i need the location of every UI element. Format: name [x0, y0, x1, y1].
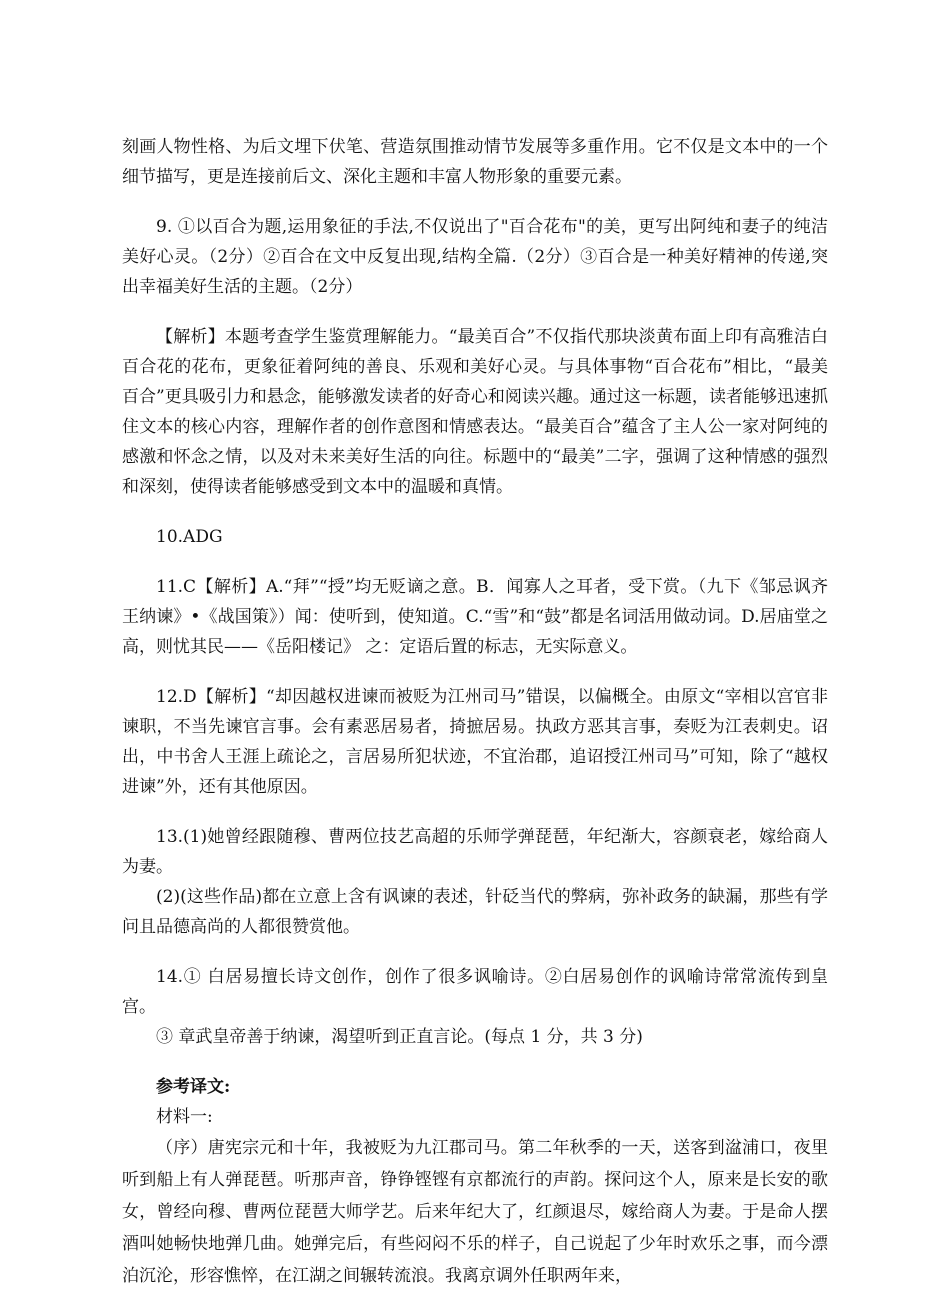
answer-14: [122, 962, 828, 1052]
document-page: [122, 132, 828, 1292]
answer-11: 11.C【解析】A.“拜”“授”均无贬谪之意。B．闻寡人之耳者，受下赏。（九下《邹忌讽齐王纳谏》•《战国策》）闻：使听到，使知道。C.“雪”和“鼓”都是名词活用做动词。D.居庙堂之高，则忧其民——《岳阳楼记》 之：定语后置的标志，无实际意义。: [122, 577, 828, 657]
answer-13-part-2: (2)(这些作品)都在立意上含有讽谏的表述，针砭当代的弊病，弥补政务的缺漏，那些有学问且品德高尚的人都很赞赏他。: [122, 887, 828, 937]
paragraph-continued: 刻画人物性格、为后文埋下伏笔、营造氛围推动情节发展等多重作用。它不仅是文本中的一个细节描写，更是连接前后文、深化主题和丰富人物形象的重要元素。: [122, 137, 828, 187]
answer-13: [122, 822, 828, 942]
material-one-translation: （序）唐宪宗元和十年，我被贬为九江郡司马。第二年秋季的一天，送客到湓浦口，夜里听到船上有人弹琵琶。听那声音，铮铮铿铿有京都流行的声韵。探问这个人，原来是长安的歌女，曾经向穆、曹两位琵琶大师学艺。后来年纪大了，红颜退尽，嫁给商人为妻。于是命人摆酒叫她畅快地弹几曲。她弹完后，有些闷闷不乐的样子，自己说起了少年时欢乐之事，而今漂泊沉沦，形容憔悴，在江湖之间辗转流浪。我离京调外任职两年来，: [122, 1138, 828, 1286]
answer-13-part-1: 13.(1)她曾经跟随穆、曹两位技艺高超的乐师学弹琵琶，年纪渐大，容颜衰老，嫁给商人为妻。: [122, 827, 828, 877]
answer-9: 9. ①以百合为题,运用象征的手法,不仅说出了"百合花布"的美，更写出阿纯和妻子的纯洁美好心灵。（2分）②百合在文中反复出现,结构全篇.（2分）③百合是一种美好精神的传递,突出幸福美好生活的主题。（2分）: [122, 217, 828, 297]
answer-14-part-2: ③ 章武皇帝善于纳谏，渴望听到正直言论。(每点 1 分，共 3 分): [156, 1027, 643, 1047]
reference-translation-heading: 参考译文:: [156, 1077, 231, 1097]
answer-14-part-1: 14.① 白居易擅长诗文创作，创作了很多讽喻诗。②白居易创作的讽喻诗常常流传到皇宫。: [122, 967, 828, 1017]
answer-10: 10.ADG: [156, 527, 223, 547]
answer-9-analysis: 【解析】本题考查学生鉴赏理解能力。“最美百合”不仅指代那块淡黄布面上印有高雅洁白百合花的花布，更象征着阿纯的善良、乐观和美好心灵。与具体事物“百合花布”相比，“最美百合”更具吸引力和悬念，能够激发读者的好奇心和阅读兴趣。通过这一标题，读者能够迅速抓住文本的核心内容，理解作者的创作意图和情感表达。“最美百合”蕴含了主人公一家对阿纯的感激和怀念之情，以及对未来美好生活的向往。标题中的“最美”二字，强调了这种情感的强烈和深刻，使得读者能够感受到文本中的温暖和真情。: [122, 327, 828, 497]
material-one-label: 材料一:: [156, 1107, 213, 1127]
answer-12: 12.D【解析】“却因越权进谏而被贬为江州司马”错误，以偏概全。由原文“宰相以宫官非谏职，不当先谏官言事。会有素恶居易者，掎摭居易。执政方恶其言事，奏贬为江表刺史。诏出，中书舍人王涯上疏论之，言居易所犯状迹，不宜治郡，追诏授江州司马”可知，除了“越权进谏”外，还有其他原因。: [122, 687, 828, 797]
